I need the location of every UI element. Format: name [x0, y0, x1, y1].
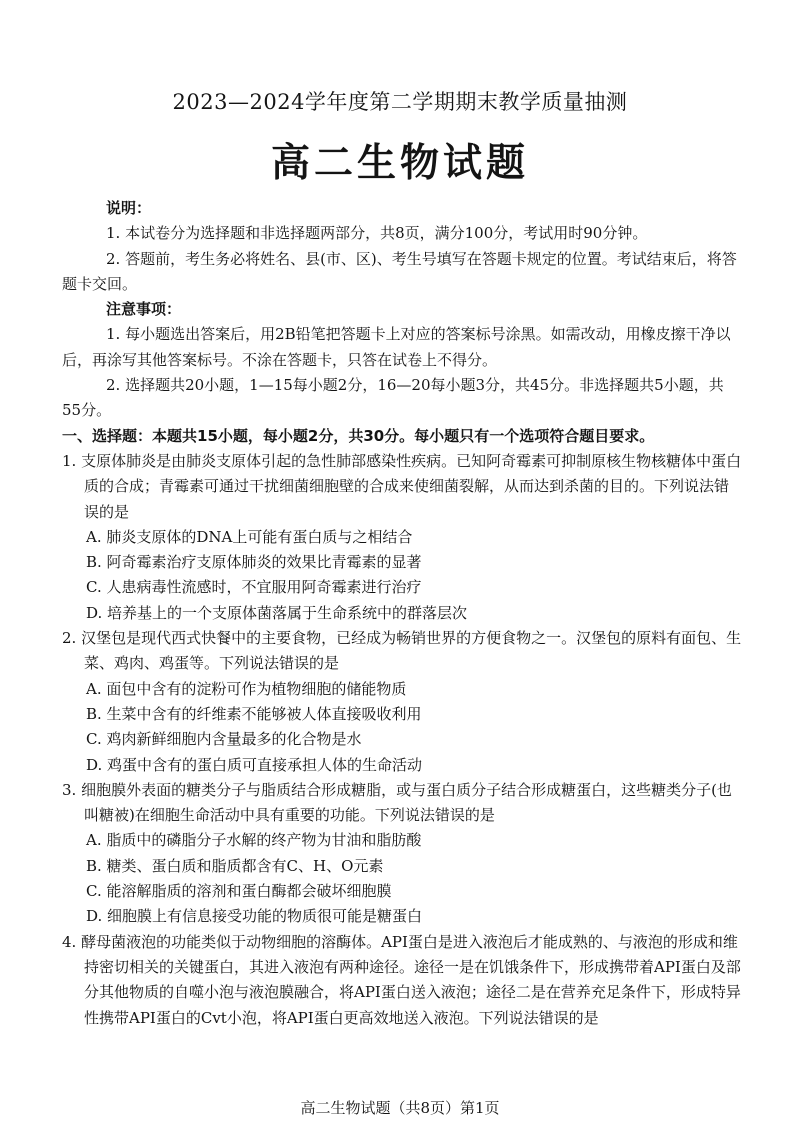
note-item: 1. 每小题选出答案后，用2B铅笔把答题卡上对应的答案标号涂黑。如需改动，用橡皮擦干净以后，再涂写其他答案标号。不涂在答题卡，只答在试卷上不得分。	[62, 325, 731, 369]
question-option: A. 肺炎支原体的DNA上可能有蛋白质与之相结合	[86, 527, 413, 546]
question-option: D. 培养基上的一个支原体菌落属于生命系统中的群落层次	[86, 603, 468, 622]
question-4	[62, 930, 742, 1031]
question-2	[62, 626, 742, 778]
instruction-item: 2. 答题前，考生务必将姓名、县(市、区)、考生号填写在答题卡规定的位置。考试结束后，将答题卡交回。	[62, 249, 737, 293]
question-option: D. 鸡蛋中含有的蛋白质可直接承担人体的生命活动	[86, 755, 423, 774]
question-option: C. 人患病毒性流感时，不宜服用阿奇霉素进行治疗	[86, 578, 422, 597]
question-1	[62, 449, 742, 626]
notes-label: 注意事项：	[106, 300, 182, 319]
page-title: 高二生物试题	[270, 141, 529, 186]
instructions-label: 说明：	[106, 199, 152, 217]
question-option: A. 面包中含有的淀粉可作为植物细胞的储能物质	[86, 679, 407, 698]
question-stem: 1. 支原体肺炎是由肺炎支原体引起的急性肺部感染性疾病。已知阿奇霉素可抑制原核生物核糖体中蛋白质的合成；青霉素可通过干扰细菌细胞壁的合成来使细菌裂解，从而达到杀菌的目的。下列说法错误的是	[62, 451, 742, 521]
question-stem: 2. 汉堡包是现代西式快餐中的主要食物，已经成为畅销世界的方便食物之一。汉堡包的原料有面包、生菜、鸡肉、鸡蛋等。下列说法错误的是	[62, 629, 742, 673]
page-footer: 高二生物试题（共8页）第1页	[300, 1099, 500, 1117]
question-option: D. 细胞膜上有信息接受功能的物质很可能是糖蛋白	[86, 907, 423, 926]
question-stem: 3. 细胞膜外表面的糖类分子与脂质结合形成糖脂，或与蛋白质分子结合形成糖蛋白，这些糖类分子(也叫糖被)在细胞生命活动中具有重要的功能。下列说法错误的是	[62, 780, 732, 825]
question-option: B. 阿奇霉素治疗支原体肺炎的效果比青霉素的显著	[86, 553, 422, 572]
note-item: 2. 选择题共20小题，1—15每小题2分，16—20每小题3分，共45分。非选择题共5小题，共55分。	[62, 376, 724, 420]
question-3	[62, 778, 742, 930]
exam-content	[62, 196, 742, 1031]
instruction-item: 1. 本试卷分为选择题和非选择题两部分，共8页，满分100分，考试用时90分钟。	[106, 224, 648, 243]
question-option: C. 能溶解脂质的溶剂和蛋白酶都会破坏细胞膜	[86, 882, 392, 901]
section-heading: 一、选择题：本题共15小题，每小题2分，共30分。每小题只有一个选项符合题目要求。	[62, 426, 655, 445]
question-stem: 4. 酵母菌液泡的功能类似于动物细胞的溶酶体。API蛋白是进入液泡后才能成熟的、与液泡的形成和维持密切相关的关键蛋白，其进入液泡有两种途径。途径一是在饥饿条件下，形成携带着API蛋白及部分其他物质的自噬小泡与液泡膜融合，将API蛋白送入液泡；途径二是在营养充足条件下，形成特异性携带API蛋白的Cvt小泡，将API蛋白更高效地送入液泡。下列说法错误的是	[62, 932, 741, 1027]
question-option: C. 鸡肉新鲜细胞内含量最多的化合物是水	[86, 730, 362, 749]
exam-title: 2023—2024学年度第二学期期末教学质量抽测	[172, 90, 628, 114]
question-option: B. 糖类、蛋白质和脂质都含有C、H、O元素	[86, 856, 384, 875]
question-option: A. 脂质中的磷脂分子水解的终产物为甘油和脂肪酸	[86, 831, 422, 850]
question-option: B. 生菜中含有的纤维素不能够被人体直接吸收利用	[86, 704, 422, 723]
